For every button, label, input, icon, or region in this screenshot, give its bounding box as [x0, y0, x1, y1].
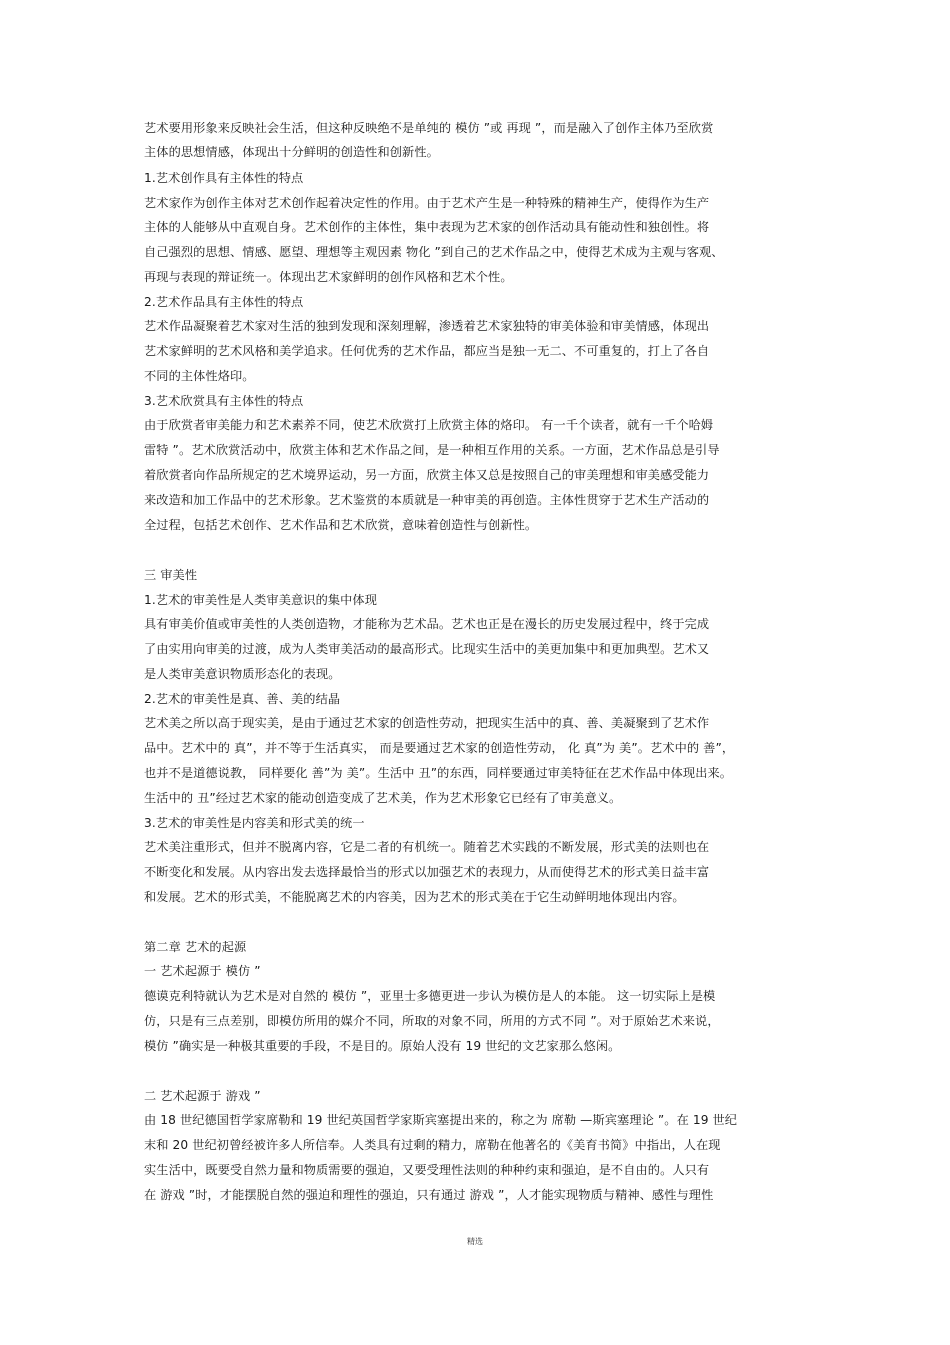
text-line: 仿，只是有三点差别，即模仿所用的媒介不同，所取的对象不同，所用的方式不同 ”。对于原始艺术来说， [144, 1014, 720, 1028]
text-line: 也并不是道德说教， 同样要化 善”为 美”。生活中 丑”的东西，同样要通过审美特征在艺术作品中体现出来。 [144, 766, 733, 780]
text-line: 主体的人能够从中直观自身。艺术创作的主体性，集中表现为艺术家的创作活动具有能动性和独创性。将 [144, 220, 710, 234]
text-line: 具有审美价值或审美性的人类创造物，才能称为艺术品。艺术也正是在漫长的历史发展过程中，终于完成 [144, 617, 710, 631]
chapter-heading: 第二章 艺术的起源 [144, 940, 247, 954]
section-heading: 三 审美性 [144, 568, 198, 582]
text-line: 艺术家鲜明的艺术风格和美学追求。任何优秀的艺术作品，都应当是独一无二、不可重复的，打上了各自 [144, 344, 710, 358]
text-line: 雷特 ”。艺术欣赏活动中，欣赏主体和艺术作品之间，是一种相互作用的关系。一方面，艺术作品总是引导 [144, 443, 720, 457]
text-line: 由于欣赏者审美能力和艺术素养不同，使艺术欣赏打上欣赏主体的烙印。 有一千个读者，就有一千个哈姆 [144, 418, 714, 432]
text-line: 生活中的 丑”经过艺术家的能动创造变成了艺术美，作为艺术形象它已经有了审美意义。 [144, 791, 622, 805]
text-line: 不同的主体性烙印。 [144, 369, 255, 383]
text-line: 了由实用向审美的过渡，成为人类审美活动的最高形式。比现实生活中的美更加集中和更加典型。艺术又 [144, 642, 710, 656]
section-heading: 2.艺术的审美性是真、善、美的结晶 [144, 692, 341, 706]
section-heading: 2.艺术作品具有主体性的特点 [144, 295, 304, 309]
text-line: 和发展。艺术的形式美，不能脱离艺术的内容美，因为艺术的形式美在于它生动鲜明地体现出内容。 [144, 890, 685, 904]
text-line: 着欣赏者向作品所规定的艺术境界运动，另一方面，欣赏主体又总是按照自己的审美理想和审美感受能力 [144, 468, 710, 482]
text-line: 品中。艺术中的 真”，并不等于生活真实， 而是要通过艺术家的创造性劳动， 化 真”为 美”。艺术中的 善”， [144, 741, 735, 755]
text-line: 不断变化和发展。从内容出发去选择最恰当的形式以加强艺术的表现力，从而使得艺术的形式美日益丰富 [144, 865, 710, 879]
text-line: 德谟克利特就认为艺术是对自然的 模仿 ”，亚里士多德更进一步认为模仿是人的本能。 这一切实际上是模 [144, 989, 716, 1003]
section-heading: 3.艺术欣赏具有主体性的特点 [144, 394, 304, 408]
page-footer: 精选 [467, 1237, 483, 1246]
text-line: 实生活中，既要受自然力量和物质需要的强迫，又要受理性法则的种种约束和强迫，是不自由的。人只有 [144, 1163, 710, 1177]
text-line: 艺术美注重形式，但并不脱离内容，它是二者的有机统一。随着艺术实践的不断发展，形式美的法则也在 [144, 840, 710, 854]
text-line: 艺术作品凝聚着艺术家对生活的独到发现和深刻理解，渗透着艺术家独特的审美体验和审美情感，体现出 [144, 319, 710, 333]
text-line: 模仿 ”确实是一种极其重要的手段，不是目的。原始人没有 19 世纪的文艺家那么悠闲。 [144, 1039, 621, 1053]
text-line: 再现与表现的辩证统一。体现出艺术家鲜明的创作风格和艺术个性。 [144, 270, 513, 284]
text-line: 在 游戏 ”时，才能摆脱自然的强迫和理性的强迫，只有通过 游戏 ”，人才能实现物质与精神、感性与理性 [144, 1188, 714, 1202]
section-heading: 1.艺术的审美性是人类审美意识的集中体现 [144, 593, 378, 607]
text-line: 全过程，包括艺术创作、艺术作品和艺术欣赏，意味着创造性与创新性。 [144, 518, 538, 532]
section-heading: 1.艺术创作具有主体性的特点 [144, 171, 304, 185]
text-line: 是人类审美意识物质形态化的表现。 [144, 667, 341, 681]
section-heading: 二 艺术起源于 游戏 ” [144, 1089, 261, 1103]
text-line: 主体的思想情感，体现出十分鲜明的创造性和创新性。 [144, 145, 439, 159]
section-heading: 一 艺术起源于 模仿 ” [144, 964, 261, 978]
text-line: 艺术美之所以高于现实美，是由于通过艺术家的创造性劳动，把现实生活中的真、善、美凝聚到了艺术作 [144, 716, 710, 730]
text-line: 艺术要用形象来反映社会生活，但这种反映绝不是单纯的 模仿 ”或 再现 ”，而是融入了创作主体乃至欣赏 [144, 121, 714, 135]
text-line: 来改造和加工作品中的艺术形象。艺术鉴赏的本质就是一种审美的再创造。主体性贯穿于艺术生产活动的 [144, 493, 710, 507]
text-line: 末和 20 世纪初曾经被许多人所信奉。人类具有过剩的精力，席勒在他著名的《美育书简》中指出，人在现 [144, 1138, 721, 1152]
text-line: 艺术家作为创作主体对艺术创作起着决定性的作用。由于艺术产生是一种特殊的精神生产，使得作为生产 [144, 196, 710, 210]
section-heading: 3.艺术的审美性是内容美和形式美的统一 [144, 816, 365, 830]
text-line: 由 18 世纪德国哲学家席勒和 19 世纪英国哲学家斯宾塞提出来的，称之为 席勒 —斯宾塞理论 ”。在 19 世纪 [144, 1113, 738, 1127]
text-line: 自己强烈的思想、情感、愿望、理想等主观因素 物化 ”到自己的艺术作品之中，使得艺术成为主观与客观、 [144, 245, 724, 259]
